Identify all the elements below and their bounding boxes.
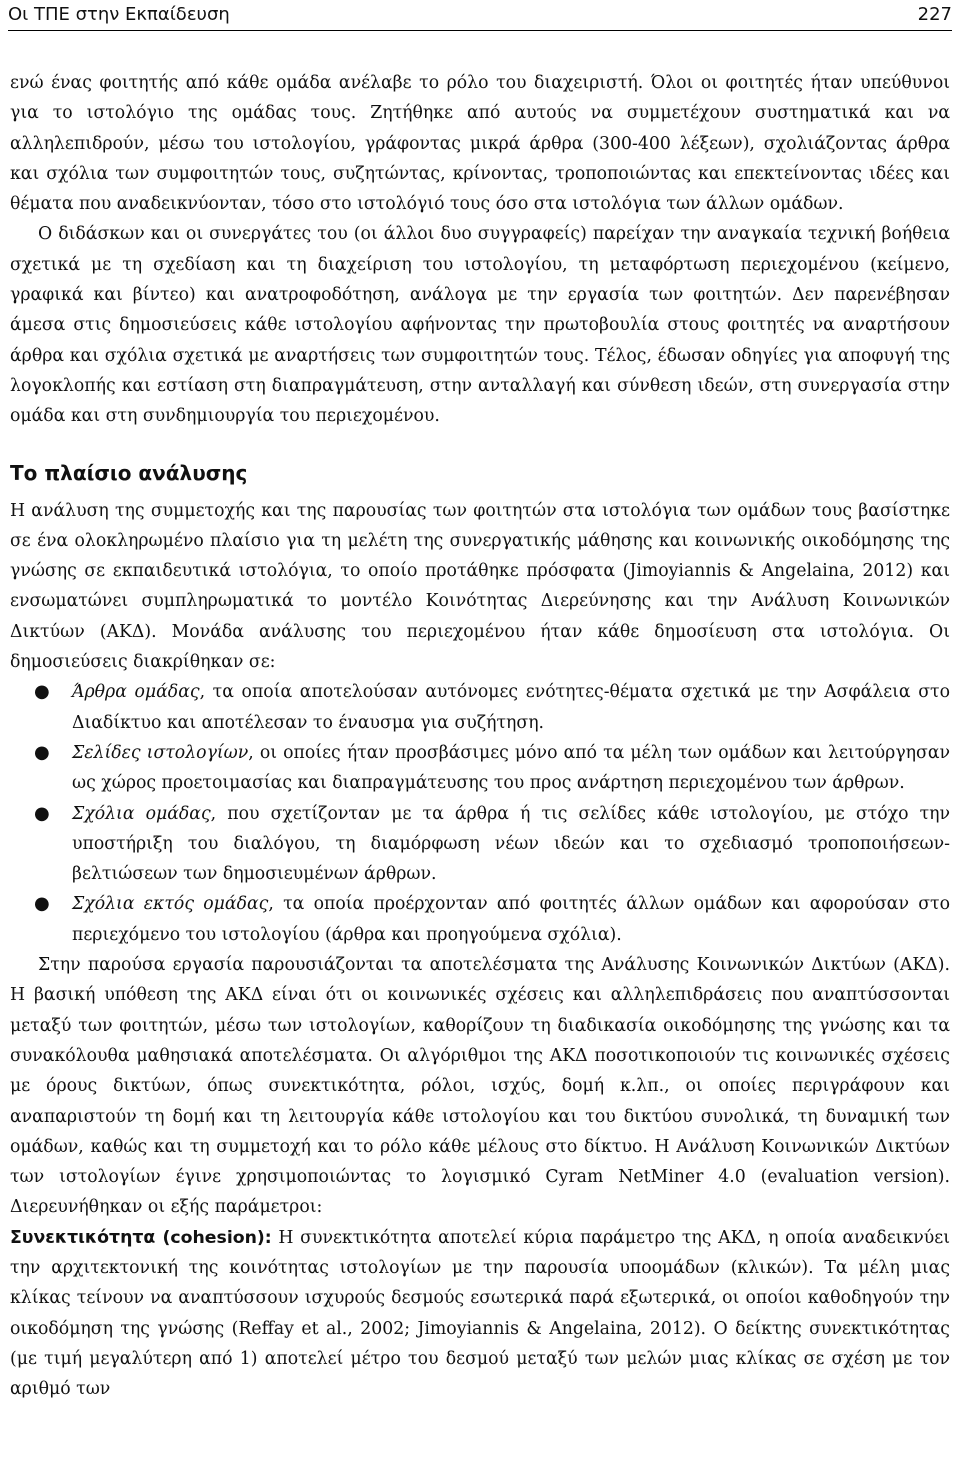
list-item-term: Σελίδες ιστολογίων [72,742,249,763]
section-heading: Το πλαίσιο ανάλυσης [10,460,248,485]
list-item-term: Σχόλια ομάδας [72,803,211,824]
header-title: Οι ΤΠΕ στην Εκπαίδευση [8,4,230,25]
list-item-term: Σχόλια εκτός ομάδας [72,894,269,915]
bullet-icon: ● [34,741,50,763]
list-item-text: , τα οποία προέρχονταν από φοιτητές άλλων ομάδων και αφορούσαν στο περιεχόμενο του ιστολογίου (άρθρα και προηγούμενα σχόλια). [72,894,951,945]
paragraph-4: Στην παρούσα εργασία παρουσιάζονται τα αποτελέσματα της Ανάλυσης Κοινωνικών Δικτύων (ΑΚΔ). Η βασική υπόθεση της ΑΚΔ είναι ότι οι κοινωνικές σχέσεις και αλληλεπιδράσεις που αναπτύσσονται μεταξύ των φοιτητών, μέσω των ιστολογίων, καθορίζουν τη διαδικασία οικοδόμησης της γνώσης και τα συνακόλουθα μαθησιακά αποτελέσματα. Οι αλγόριθμοι της ΑΚΔ ποσοτικοποιούν τις κοινωνικές σχέσεις με όρους δικτύων, όπως συνεκτικότητα, ρόλοι, ισχύς, δομή κ.λπ., οι οποίες περιγράφουν και αναπαριστούν τη δομή και τη λειτουργία κάθε ιστολογίου και του δικτύου συνολικά, τη δυναμική των ομάδων, καθώς και τη συμμετοχή και το ρόλο κάθε μέλους στο δίκτυο. Η Ανάλυση Κοινωνικών Δικτύων των ιστολογίων έγινε χρησιμοποιώντας το λογισμικό Cyram NetMiner 4.0 (evaluation version). Διερευνήθηκαν οι εξής παράμετροι: [10,955,950,1218]
running-header [8,4,952,31]
cohesion-term: Συνεκτικότητα (cohesion): [10,1227,272,1248]
list-item-text: , οι οποίες ήταν προσβάσιμες μόνο από τα μέλη των ομάδων και λειτούργησαν ως χώρος προετοιμασίας και διαπραγμάτευσης του προς ανάρτηση περιεχομένου των άρθρων. [72,742,950,794]
page-number: 227 [917,4,952,25]
bullet-icon: ● [34,802,50,824]
page-body [10,68,950,1404]
list-item [10,889,950,950]
cohesion-text: Η συνεκτικότητα αποτελεί κύρια παράμετρο της ΑΚΔ, η οποία αναδεικνύει την αρχιτεκτονική της κοινότητας ιστολογίων με την παρουσία υποομάδων (κλικών). Τα μέλη μιας κλίκας τείνουν να αναπτύσσουν ισχυρούς δεσμούς εσωτερικά παρά εξωτερικά, οι οποίοι καθοδηγούν την οικοδόμηση της γνώσης (Reffay et al., 2002; Jimoyiannis & Angelaina, 2012). Ο δείκτης συνεκτικότητας (με τιμή μεγαλύτερη από 1) αποτελεί μέτρο του δεσμού μεταξύ των μελών μιας κλίκας σε σχέση με τον αριθμό των [10,1227,950,1400]
bullet-icon: ● [34,893,50,915]
post-types-list [10,677,950,950]
list-item [10,677,950,738]
list-item [10,738,950,799]
list-item-term: Άρθρα ομάδας [72,682,200,703]
paragraph-5 [10,1223,950,1405]
paragraph-1: ενώ ένας φοιτητής από κάθε ομάδα ανέλαβε το ρόλο του διαχειριστή. Όλοι οι φοιτητές ήταν υπεύθυνοι για το ιστολόγιο της ομάδας τους. Ζητήθηκε από αυτούς να συμμετέχουν συστηματικά και να αλληλεπιδρούν, μέσω του ιστολογίου, γράφοντας μικρά άρθρα (300-400 λέξεων), σχολιάζοντας άρθρα και σχόλια των συμφοιτητών τους, συζητώντας, κρίνοντας, τροποποιώντας και επεκτείνοντας ιδέες και θέματα που αναδεικνύονταν, τόσο στο ιστολόγιό τους όσο στα ιστολόγια των άλλων ομάδων. [10,73,950,215]
list-item-text: , που σχετίζονταν με τα άρθρα ή τις σελίδες κάθε ιστολογίου, με στόχο την υποστήριξη του διαλόγου, τη διαμόρφωση νέων ιδεών και το σχεδιασμό τροποποιήσεων-βελτιώσεων των δημοσιευμένων άρθρων. [72,803,951,885]
list-item [10,799,950,890]
list-item-text: , τα οποία αποτελούσαν αυτόνομες ενότητες-θέματα σχετικά με την Ασφάλεια στο Διαδίκτυο και αποτέλεσαν το έναυσμα για συζήτηση. [72,682,950,733]
paragraph-3: Η ανάλυση της συμμετοχής και της παρουσίας των φοιτητών στα ιστολόγια των ομάδων τους βασίστηκε σε ένα ολοκληρωμένο πλαίσιο για τη μελέτη της συνεργατικής μάθησης και κοινωνικής οικοδόμησης της γνώσης σε εκπαιδευτικά ιστολόγια, το οποίο προτάθηκε πρόσφατα (Jimoyiannis & Angelaina, 2012) και ενσωματώνει συμπληρωματικά το μοντέλο Κοινότητας Διερεύνησης και την Ανάλυση Κοινωνικών Δικτύων (ΑΚΔ). Μονάδα ανάλυσης του περιεχομένου ήταν κάθε δημοσίευση στα ιστολόγια. Οι δημοσιεύσεις διακρίθηκαν σε: [10,500,950,673]
bullet-icon: ● [34,681,50,703]
paragraph-2: Ο διδάσκων και οι συνεργάτες του (οι άλλοι δυο συγγραφείς) παρείχαν την αναγκαία τεχνική βοήθεια σχετικά με τη σχεδίαση και τη διαχείριση του ιστολογίου, τη μεταφόρτωση περιεχομένου (κείμενο, γραφικά και βίντεο) και ανατροφοδότηση, ανάλογα με την εργασία των φοιτητών. Δεν παρενέβησαν άμεσα στις δημοσιεύσεις κάθε ιστολογίου αφήνοντας την πρωτοβουλία στους φοιτητές να αναρτήσουν άρθρα και σχόλια σχετικά με αναρτήσεις των συμφοιτητών τους. Τέλος, έδωσαν οδηγίες για αποφυγή της λογοκλοπής και εστίαση στη διαπραγμάτευση, στην ανταλλαγή και σύνθεση ιδεών, στη συνεργασία στην ομάδα και στη συνδημιουργία του περιεχομένου. [10,224,950,427]
